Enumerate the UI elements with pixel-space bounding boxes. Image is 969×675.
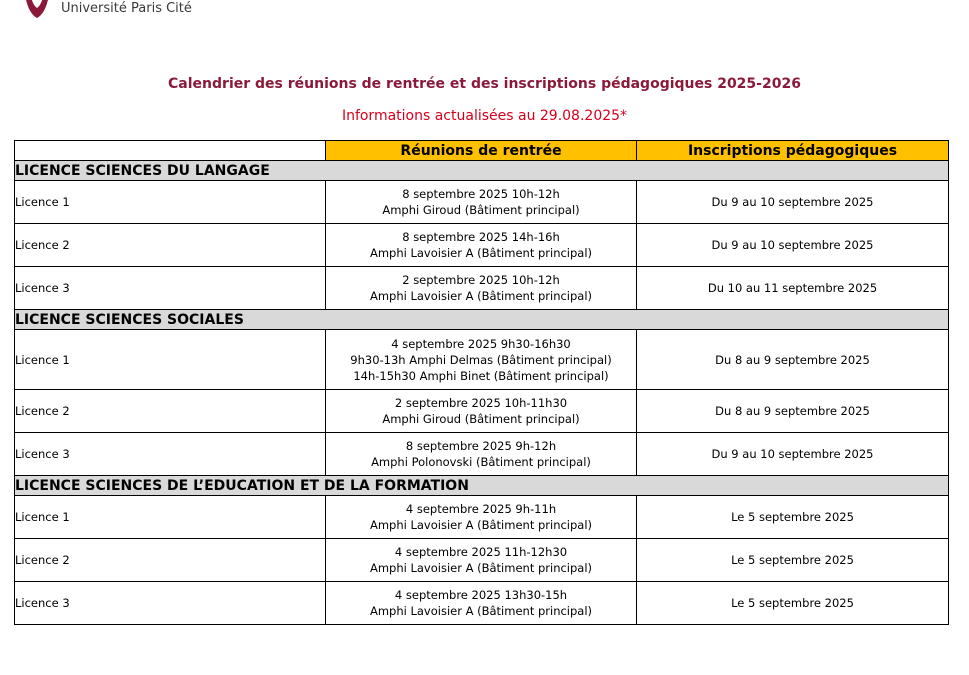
level-cell: Licence 3 <box>15 433 326 476</box>
table-row <box>15 181 949 224</box>
table-row <box>15 267 949 310</box>
meeting-line: Amphi Lavoisier A (Bâtiment principal) <box>369 289 593 303</box>
table-row <box>15 539 949 582</box>
meeting-cell <box>326 330 637 390</box>
meeting-line: Amphi Polonovski (Bâtiment principal) <box>371 455 591 469</box>
meeting-line: 2 septembre 2025 10h-11h30 <box>394 396 568 410</box>
meeting-line: 8 septembre 2025 10h-12h <box>402 187 560 201</box>
header-enrollment: Inscriptions pédagogiques <box>637 141 949 161</box>
meeting-line: 4 septembre 2025 9h-11h <box>405 502 557 516</box>
level-cell: Licence 2 <box>15 390 326 433</box>
section-row <box>15 476 949 496</box>
level-cell: Licence 1 <box>15 330 326 390</box>
meeting-line: 14h-15h30 Amphi Binet (Bâtiment principal) <box>353 368 609 383</box>
table-body <box>15 161 949 625</box>
update-notice: Informations actualisées au 29.08.2025* <box>341 108 628 124</box>
meeting-line: Amphi Lavoisier A (Bâtiment principal) <box>369 561 593 575</box>
meeting-line: Amphi Giroud (Bâtiment principal) <box>382 203 580 217</box>
header-meetings: Réunions de rentrée <box>326 141 637 161</box>
table-row <box>15 330 949 390</box>
meeting-cell <box>326 181 637 224</box>
meeting-line: 8 septembre 2025 9h-12h <box>405 439 557 453</box>
table-row <box>15 582 949 625</box>
meeting-cell <box>326 582 637 625</box>
meeting-cell <box>326 224 637 267</box>
meeting-line: Amphi Giroud (Bâtiment principal) <box>382 412 580 426</box>
enrollment-cell: Le 5 septembre 2025 <box>637 582 949 625</box>
table-row <box>15 496 949 539</box>
level-cell: Licence 3 <box>15 267 326 310</box>
meeting-cell <box>326 267 637 310</box>
header-row <box>15 141 949 161</box>
meeting-line: 4 septembre 2025 11h-12h30 <box>394 545 568 559</box>
page-title: Calendrier des réunions de rentrée et des inscriptions pédagogiques 2025-2026 <box>168 76 801 92</box>
enrollment-cell: Du 9 au 10 septembre 2025 <box>637 181 949 224</box>
section-row <box>15 161 949 181</box>
enrollment-cell: Du 9 au 10 septembre 2025 <box>637 224 949 267</box>
section-row <box>15 310 949 330</box>
section-title: LICENCE SCIENCES SOCIALES <box>15 310 949 330</box>
header-blank-cell <box>15 141 326 161</box>
level-cell: Licence 3 <box>15 582 326 625</box>
meeting-cell <box>326 496 637 539</box>
level-cell: Licence 1 <box>15 496 326 539</box>
meeting-line: 2 septembre 2025 10h-12h <box>402 273 560 287</box>
level-cell: Licence 1 <box>15 181 326 224</box>
table-row <box>15 224 949 267</box>
table-row <box>15 390 949 433</box>
enrollment-cell: Du 8 au 9 septembre 2025 <box>637 330 949 390</box>
enrollment-cell: Le 5 septembre 2025 <box>637 496 949 539</box>
section-title: LICENCE SCIENCES DE L’EDUCATION ET DE LA FORMATION <box>15 476 949 496</box>
enrollment-cell: Du 9 au 10 septembre 2025 <box>637 433 949 476</box>
meeting-cell <box>326 539 637 582</box>
eiffel-tower-logo-icon <box>22 0 52 20</box>
logo-text <box>61 0 226 16</box>
logo-line-university: Université Paris Cité <box>61 1 192 16</box>
meeting-cell <box>326 433 637 476</box>
calendar-table <box>14 140 949 625</box>
table-row <box>15 433 949 476</box>
meeting-line: 8 septembre 2025 14h-16h <box>402 230 560 244</box>
meeting-line: 4 septembre 2025 13h30-15h <box>394 588 568 602</box>
meeting-line: 4 septembre 2025 9h30-16h30 <box>391 336 571 351</box>
section-title: LICENCE SCIENCES DU LANGAGE <box>15 161 949 181</box>
level-cell: Licence 2 <box>15 224 326 267</box>
level-cell: Licence 2 <box>15 539 326 582</box>
meeting-line: Amphi Lavoisier A (Bâtiment principal) <box>369 246 593 260</box>
meeting-line: Amphi Lavoisier A (Bâtiment principal) <box>369 518 593 532</box>
meeting-line: 9h30-13h Amphi Delmas (Bâtiment principal) <box>350 352 612 367</box>
meeting-cell <box>326 390 637 433</box>
meeting-line: Amphi Lavoisier A (Bâtiment principal) <box>369 604 593 618</box>
enrollment-cell: Du 10 au 11 septembre 2025 <box>637 267 949 310</box>
enrollment-cell: Le 5 septembre 2025 <box>637 539 949 582</box>
enrollment-cell: Du 8 au 9 septembre 2025 <box>637 390 949 433</box>
